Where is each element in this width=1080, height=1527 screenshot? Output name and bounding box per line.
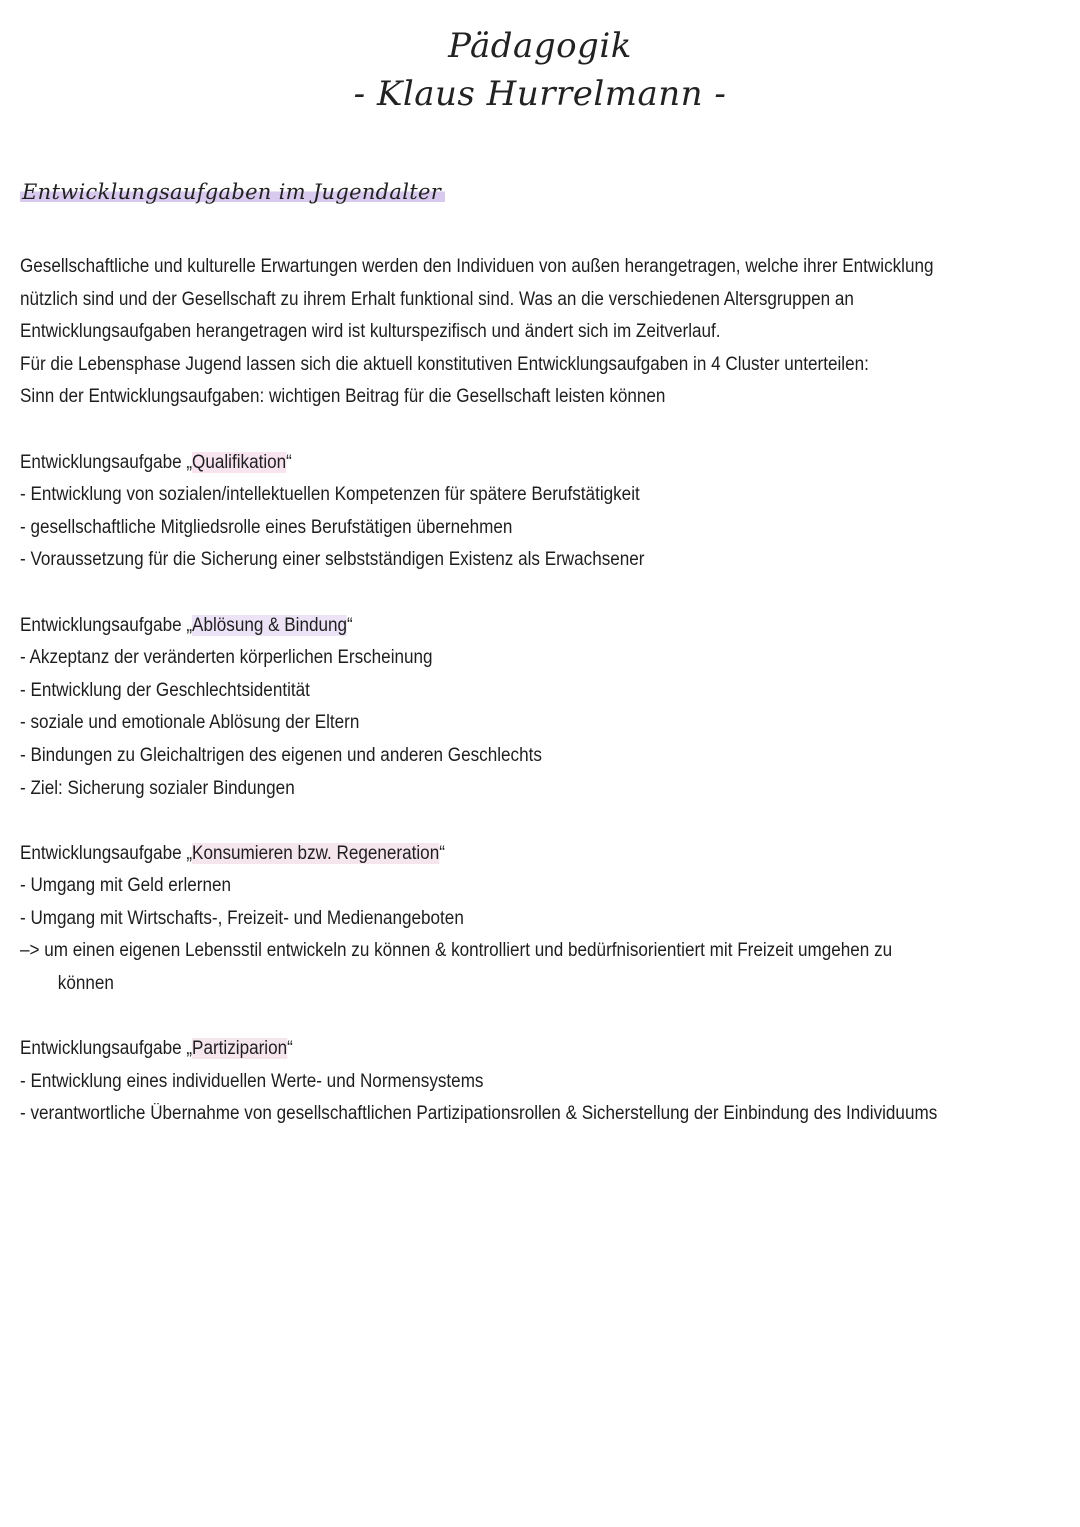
arrow-line: –> um einen eigenen Lebensstil entwickeln zu können & kontrolliert und bedürfnisorientiert mit Freizeit umgehen zu	[20, 940, 893, 962]
task-heading-prefix: Entwicklungsaufgabe „	[20, 451, 193, 473]
task-heading-prefix: Entwicklungsaufgabe „	[20, 842, 193, 864]
list-item: - Ziel: Sicherung sozialer Bindungen	[20, 777, 295, 799]
task-heading-suffix: “	[347, 614, 353, 636]
arrow-line-continued: können	[57, 973, 114, 995]
page-title	[0, 22, 1080, 118]
list-item: - Entwicklung eines individuellen Werte- und Normensystems	[20, 1070, 484, 1092]
section-heading-text: Entwicklungsaufgaben im Jugendalter	[20, 180, 445, 204]
list-item: - soziale und emotionale Ablösung der Eltern	[20, 712, 360, 734]
section-heading	[20, 180, 445, 204]
list-item: - Umgang mit Geld erlernen	[20, 875, 231, 897]
list-item: - Bindungen zu Gleichaltrigen des eigenen und anderen Geschlechts	[20, 744, 542, 766]
list-item: - Voraussetzung für die Sicherung einer selbstständigen Existenz als Erwachsener	[20, 549, 645, 571]
intro-line: Gesellschaftliche und kulturelle Erwartungen werden den Individuen von außen herangetragen, welche ihrer Entwicklung	[20, 256, 934, 277]
task-heading-qualifikation	[20, 447, 956, 480]
title-author: - Klaus Hurrelmann -	[353, 74, 727, 114]
document-body	[20, 251, 1060, 1131]
list-item: - Akzeptanz der veränderten körperlichen Erscheinung	[20, 647, 433, 669]
list-item: - gesellschaftliche Mitgliedsrolle eines Berufstätigen übernehmen	[20, 516, 513, 538]
intro-line: Sinn der Entwicklungsaufgaben: wichtigen Beitrag für die Gesellschaft leisten können	[20, 386, 666, 408]
intro-line: Für die Lebensphase Jugend lassen sich die aktuell konstitutiven Entwicklungsaufgaben in 4 Cluster unterteilen:	[20, 353, 869, 375]
task-name-highlight: Ablösung & Bindung	[192, 614, 348, 636]
intro-line: Entwicklungsaufgaben herangetragen wird ist kulturspezifisch und ändert sich im Zeitverlauf.	[20, 321, 721, 343]
spacer	[20, 805, 1060, 838]
task-name-highlight: Partiziparion	[192, 1038, 288, 1060]
task-name-highlight: Qualifikation	[192, 451, 287, 473]
spacer	[20, 414, 1060, 447]
list-item: - Entwicklung von sozialen/intellektuellen Kompetenzen für spätere Berufstätigkeit	[20, 484, 640, 506]
task-heading-prefix: Entwicklungsaufgabe „	[20, 614, 193, 636]
task-heading-konsumieren	[20, 838, 956, 871]
title-subject: Pädagogik	[448, 26, 632, 66]
task-heading-prefix: Entwicklungsaufgabe „	[20, 1038, 193, 1060]
task-heading-suffix: “	[439, 842, 445, 864]
spacer	[20, 577, 1060, 610]
task-heading-abloesung	[20, 610, 956, 643]
task-name-highlight: Konsumieren bzw. Regeneration	[192, 842, 440, 864]
task-heading-suffix: “	[286, 451, 292, 473]
intro-line: nützlich sind und der Gesellschaft zu ihrem Erhalt funktional sind. Was an die verschiedenen Altersgruppen an	[20, 288, 854, 310]
list-item: - Umgang mit Wirtschafts-, Freizeit- und Medienangeboten	[20, 907, 464, 929]
spacer	[20, 1001, 1060, 1034]
list-item: - verantwortliche Übernahme von gesellschaftlichen Partizipationsrollen & Sicherstellung der Einbindung des Individuums	[20, 1103, 938, 1125]
task-heading-suffix: “	[287, 1038, 293, 1060]
list-item: - Entwicklung der Geschlechtsidentität	[20, 679, 310, 701]
task-heading-partizipation	[20, 1033, 956, 1066]
